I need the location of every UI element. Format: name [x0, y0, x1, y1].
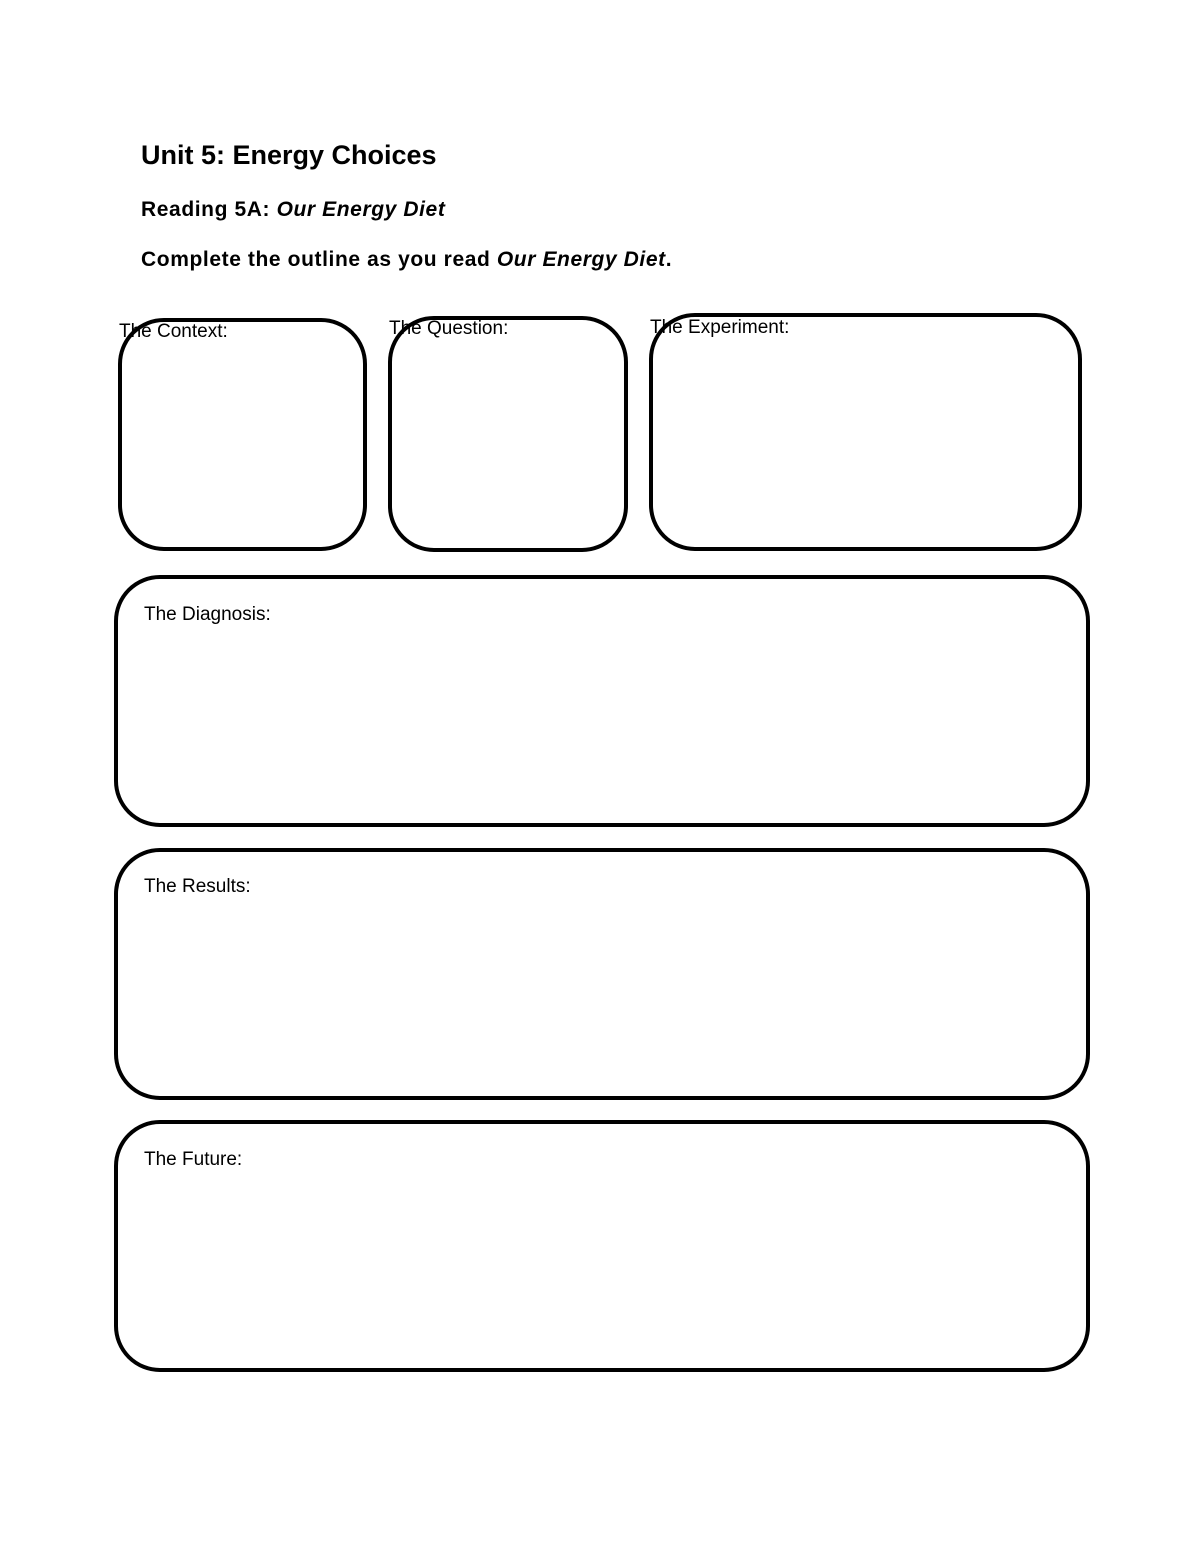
instruction-prefix: Complete the outline as you read — [141, 248, 491, 271]
diagnosis-label: The Diagnosis: — [144, 604, 271, 625]
results-label: The Results: — [144, 876, 251, 897]
experiment-box[interactable] — [649, 313, 1082, 551]
results-box[interactable] — [114, 848, 1090, 1100]
reading-prefix: Reading 5A: — [141, 198, 271, 221]
context-box[interactable] — [118, 318, 367, 551]
page-title: Unit 5: Energy Choices — [141, 140, 437, 170]
instruction-title: Our Energy Diet — [496, 248, 666, 271]
instruction-text — [141, 248, 672, 272]
question-label: The Question: — [389, 318, 509, 339]
context-label: The Context: — [119, 321, 228, 342]
future-box[interactable] — [114, 1120, 1090, 1372]
experiment-label: The Experiment: — [650, 317, 790, 338]
question-box[interactable] — [388, 316, 628, 552]
future-label: The Future: — [144, 1149, 243, 1170]
instruction-suffix: . — [665, 248, 673, 271]
reading-title: Our Energy Diet — [276, 198, 446, 221]
reading-subtitle — [141, 198, 445, 222]
